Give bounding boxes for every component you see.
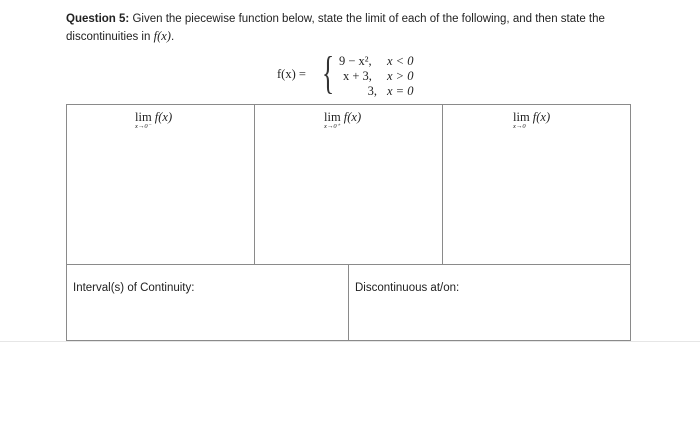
lim-word: lim (324, 110, 341, 124)
two-sided-limit-box[interactable] (442, 104, 631, 265)
brace-icon: { (322, 47, 335, 98)
question-body: Given the piecewise function below, state the limit of each of the following, and then state the discontinuities in (66, 13, 605, 43)
lim-word: lim (513, 110, 530, 124)
lim-word: lim (135, 110, 152, 124)
piece-3-expr: 3, (367, 84, 377, 98)
lim-fx: f(x) (154, 110, 173, 124)
right-limit-box[interactable] (254, 104, 443, 265)
continuity-label: Interval(s) of Continuity: (73, 282, 195, 294)
page-divider (0, 341, 700, 342)
question-period: . (170, 31, 175, 43)
question-label: Question 5: (66, 13, 130, 25)
piece-1-cond: x < 0 (387, 54, 414, 68)
question-fx: f(x) (153, 29, 171, 43)
lim-subscript: x→0 (513, 123, 526, 130)
lim-subscript: x→0⁺ (324, 123, 341, 130)
question-text (66, 11, 656, 46)
piece-2-cond: x > 0 (387, 69, 414, 83)
lim-subscript: x→0⁻ (135, 123, 152, 130)
piecewise-lhs: f(x) = (277, 67, 306, 81)
piece-2-expr: x + 3, (343, 69, 372, 83)
discontinuous-label: Discontinuous at/on: (355, 282, 460, 294)
right-limit-expr (324, 110, 362, 130)
piece-3-cond: x = 0 (387, 84, 414, 98)
left-limit-box[interactable] (66, 104, 255, 265)
left-limit-expr (135, 110, 173, 130)
continuity-box[interactable] (66, 264, 349, 341)
lim-fx: f(x) (343, 110, 362, 124)
piece-1-expr: 9 − x², (339, 54, 372, 68)
two-sided-limit-expr (513, 110, 551, 130)
discontinuity-box[interactable] (348, 264, 631, 341)
lim-fx: f(x) (532, 110, 551, 124)
piecewise-function (277, 47, 437, 100)
